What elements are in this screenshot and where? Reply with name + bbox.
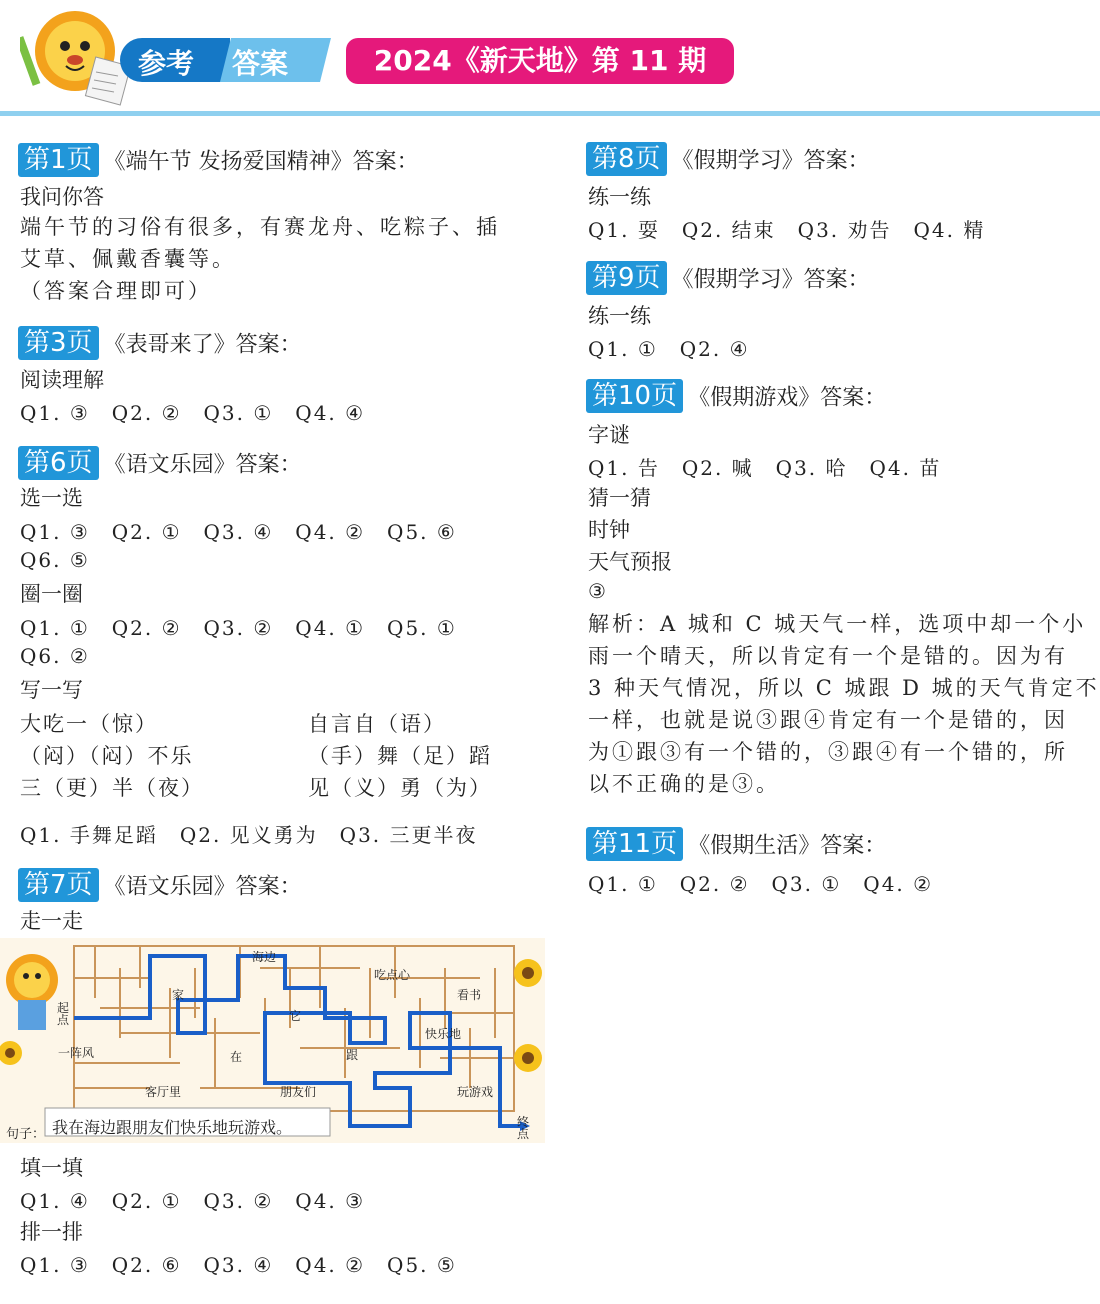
subheading: 练一练 <box>588 304 651 328</box>
answer-line: （手）舞（足）蹈 <box>308 744 492 768</box>
answer-line: Q1. 手舞足蹈 Q2. 见义勇为 Q3. 三更半夜 <box>20 823 478 847</box>
badge-left-text: 参考 <box>138 47 195 80</box>
subheading: 练一练 <box>588 185 651 209</box>
explanation-line: 解析：A 城和 C 城天气一样，选项中却一个小 <box>588 612 1087 636</box>
subheading: 我问你答 <box>20 185 104 209</box>
maze-sentence-label: 句子： <box>6 1127 46 1142</box>
header <box>0 0 1100 118</box>
page-tag: 第10页 <box>586 379 683 413</box>
maze-word: 一阵风 <box>58 1046 95 1060</box>
page-tag: 第7页 <box>18 868 99 902</box>
section-title: 《语文乐园》答案： <box>103 452 302 478</box>
subheading: 选一选 <box>20 486 83 510</box>
maze-word: 吃点心 <box>374 968 411 982</box>
section-title: 《假期学习》答案： <box>671 148 870 174</box>
answer-line: Q1. ③ Q2. ① Q3. ④ Q4. ② Q5. ⑥ <box>20 520 457 544</box>
answer-line: Q1. ① Q2. ④ <box>588 337 750 361</box>
answer-line: （答案合理即可） <box>20 279 212 303</box>
answer-line: Q6. ⑤ <box>20 548 90 572</box>
page-tag: 第9页 <box>586 261 667 295</box>
header-divider <box>0 111 1100 116</box>
maze-word: 看书 <box>457 988 482 1002</box>
subheading: 天气预报 <box>588 550 672 574</box>
maze-labels <box>0 938 545 1143</box>
maze-word: 玩游戏 <box>457 1085 494 1099</box>
explanation-line: 雨一个晴天，所以肯定有一个是错的。因为有 <box>588 644 1068 668</box>
lion-mascot-icon <box>20 6 130 106</box>
explanation-line: 3 种天气情况，所以 C 城跟 D 城的天气肯定不 <box>588 676 1100 700</box>
answer-line: Q1. ① Q2. ② Q3. ① Q4. ② <box>588 872 934 896</box>
explanation-line: 为①跟③有一个错的，③跟④有一个错的，所 <box>588 740 1068 764</box>
section-page-9 <box>586 261 870 295</box>
answer-line: Q1. 告 Q2. 喊 Q3. 哈 Q4. 苗 <box>588 456 942 480</box>
answer-line: Q6. ② <box>20 644 90 668</box>
section-title: 《表哥来了》答案： <box>103 332 302 358</box>
section-page-1 <box>18 143 419 177</box>
maze-word: 朋友们 <box>280 1085 317 1099</box>
badge-right-text: 答案 <box>232 47 289 80</box>
maze-start-label: 起点 <box>57 1001 70 1027</box>
maze-word: 客厅里 <box>145 1085 182 1099</box>
answer-line: 艾草、佩戴香囊等。 <box>20 247 236 271</box>
explanation-line: 以不正确的是③。 <box>588 772 780 796</box>
subheading: 阅读理解 <box>20 368 104 392</box>
maze-word: 在 <box>230 1050 243 1064</box>
section-page-10 <box>586 379 886 413</box>
section-page-3 <box>18 326 302 360</box>
section-title: 《语文乐园》答案： <box>103 874 302 900</box>
answer-line: 三（更）半（夜） <box>20 776 204 800</box>
subheading: 猜一猜 <box>588 486 651 510</box>
section-page-11 <box>586 827 886 861</box>
subheading: 走一走 <box>20 909 83 933</box>
page-tag: 第6页 <box>18 446 99 480</box>
page-tag: 第1页 <box>18 143 99 177</box>
answer-line: Q1. ① Q2. ② Q3. ② Q4. ① Q5. ① <box>20 616 457 640</box>
section-title: 《端午节 发扬爱国精神》答案： <box>103 149 419 175</box>
answer-line: 时钟 <box>588 518 630 542</box>
maze-end-label: 终点 <box>517 1115 530 1141</box>
answer-line: 端午节的习俗有很多，有赛龙舟、吃粽子、插 <box>20 215 500 239</box>
section-page-8 <box>586 142 870 176</box>
maze-word: 快乐地 <box>425 1027 462 1041</box>
answer-line: Q1. ③ Q2. ⑥ Q3. ④ Q4. ② Q5. ⑤ <box>20 1253 457 1277</box>
answer-key-badge <box>120 38 320 82</box>
section-title: 《假期游戏》答案： <box>688 385 887 411</box>
subheading: 圈一圈 <box>20 582 83 606</box>
section-title: 《假期学习》答案： <box>671 267 870 293</box>
maze-word: 它 <box>289 1009 302 1023</box>
section-page-7 <box>18 868 302 902</box>
answer-line: Q1. ③ Q2. ② Q3. ① Q4. ④ <box>20 401 366 425</box>
section-title: 《假期生活》答案： <box>688 833 887 859</box>
maze-word: 家 <box>172 988 185 1002</box>
issue-badge: 2024《新天地》第 11 期 <box>346 38 734 84</box>
answer-line: 自言自（语） <box>308 712 446 736</box>
maze-sentence: 我在海边跟朋友们快乐地玩游戏。 <box>52 1118 293 1137</box>
subheading: 写一写 <box>20 678 83 702</box>
answer-line: （闷）（闷）不乐 <box>20 744 194 768</box>
answer-line: 大吃一（惊） <box>20 712 158 736</box>
page-tag: 第11页 <box>586 827 683 861</box>
explanation-line: 一样，也就是说③跟④肯定有一个是错的，因 <box>588 708 1068 732</box>
answer-line: ③ <box>588 579 608 603</box>
answer-line: Q1. 耍 Q2. 结束 Q3. 劝告 Q4. 精 <box>588 218 986 242</box>
maze-word: 跟 <box>346 1048 359 1062</box>
subheading: 字谜 <box>588 423 630 447</box>
subheading: 填一填 <box>20 1156 83 1180</box>
page-tag: 第8页 <box>586 142 667 176</box>
maze-word: 海边 <box>252 950 277 964</box>
answer-line: 见（义）勇（为） <box>308 776 492 800</box>
answer-line: Q1. ④ Q2. ① Q3. ② Q4. ③ <box>20 1189 366 1213</box>
section-page-6 <box>18 446 302 480</box>
subheading: 排一排 <box>20 1220 83 1244</box>
page-tag: 第3页 <box>18 326 99 360</box>
